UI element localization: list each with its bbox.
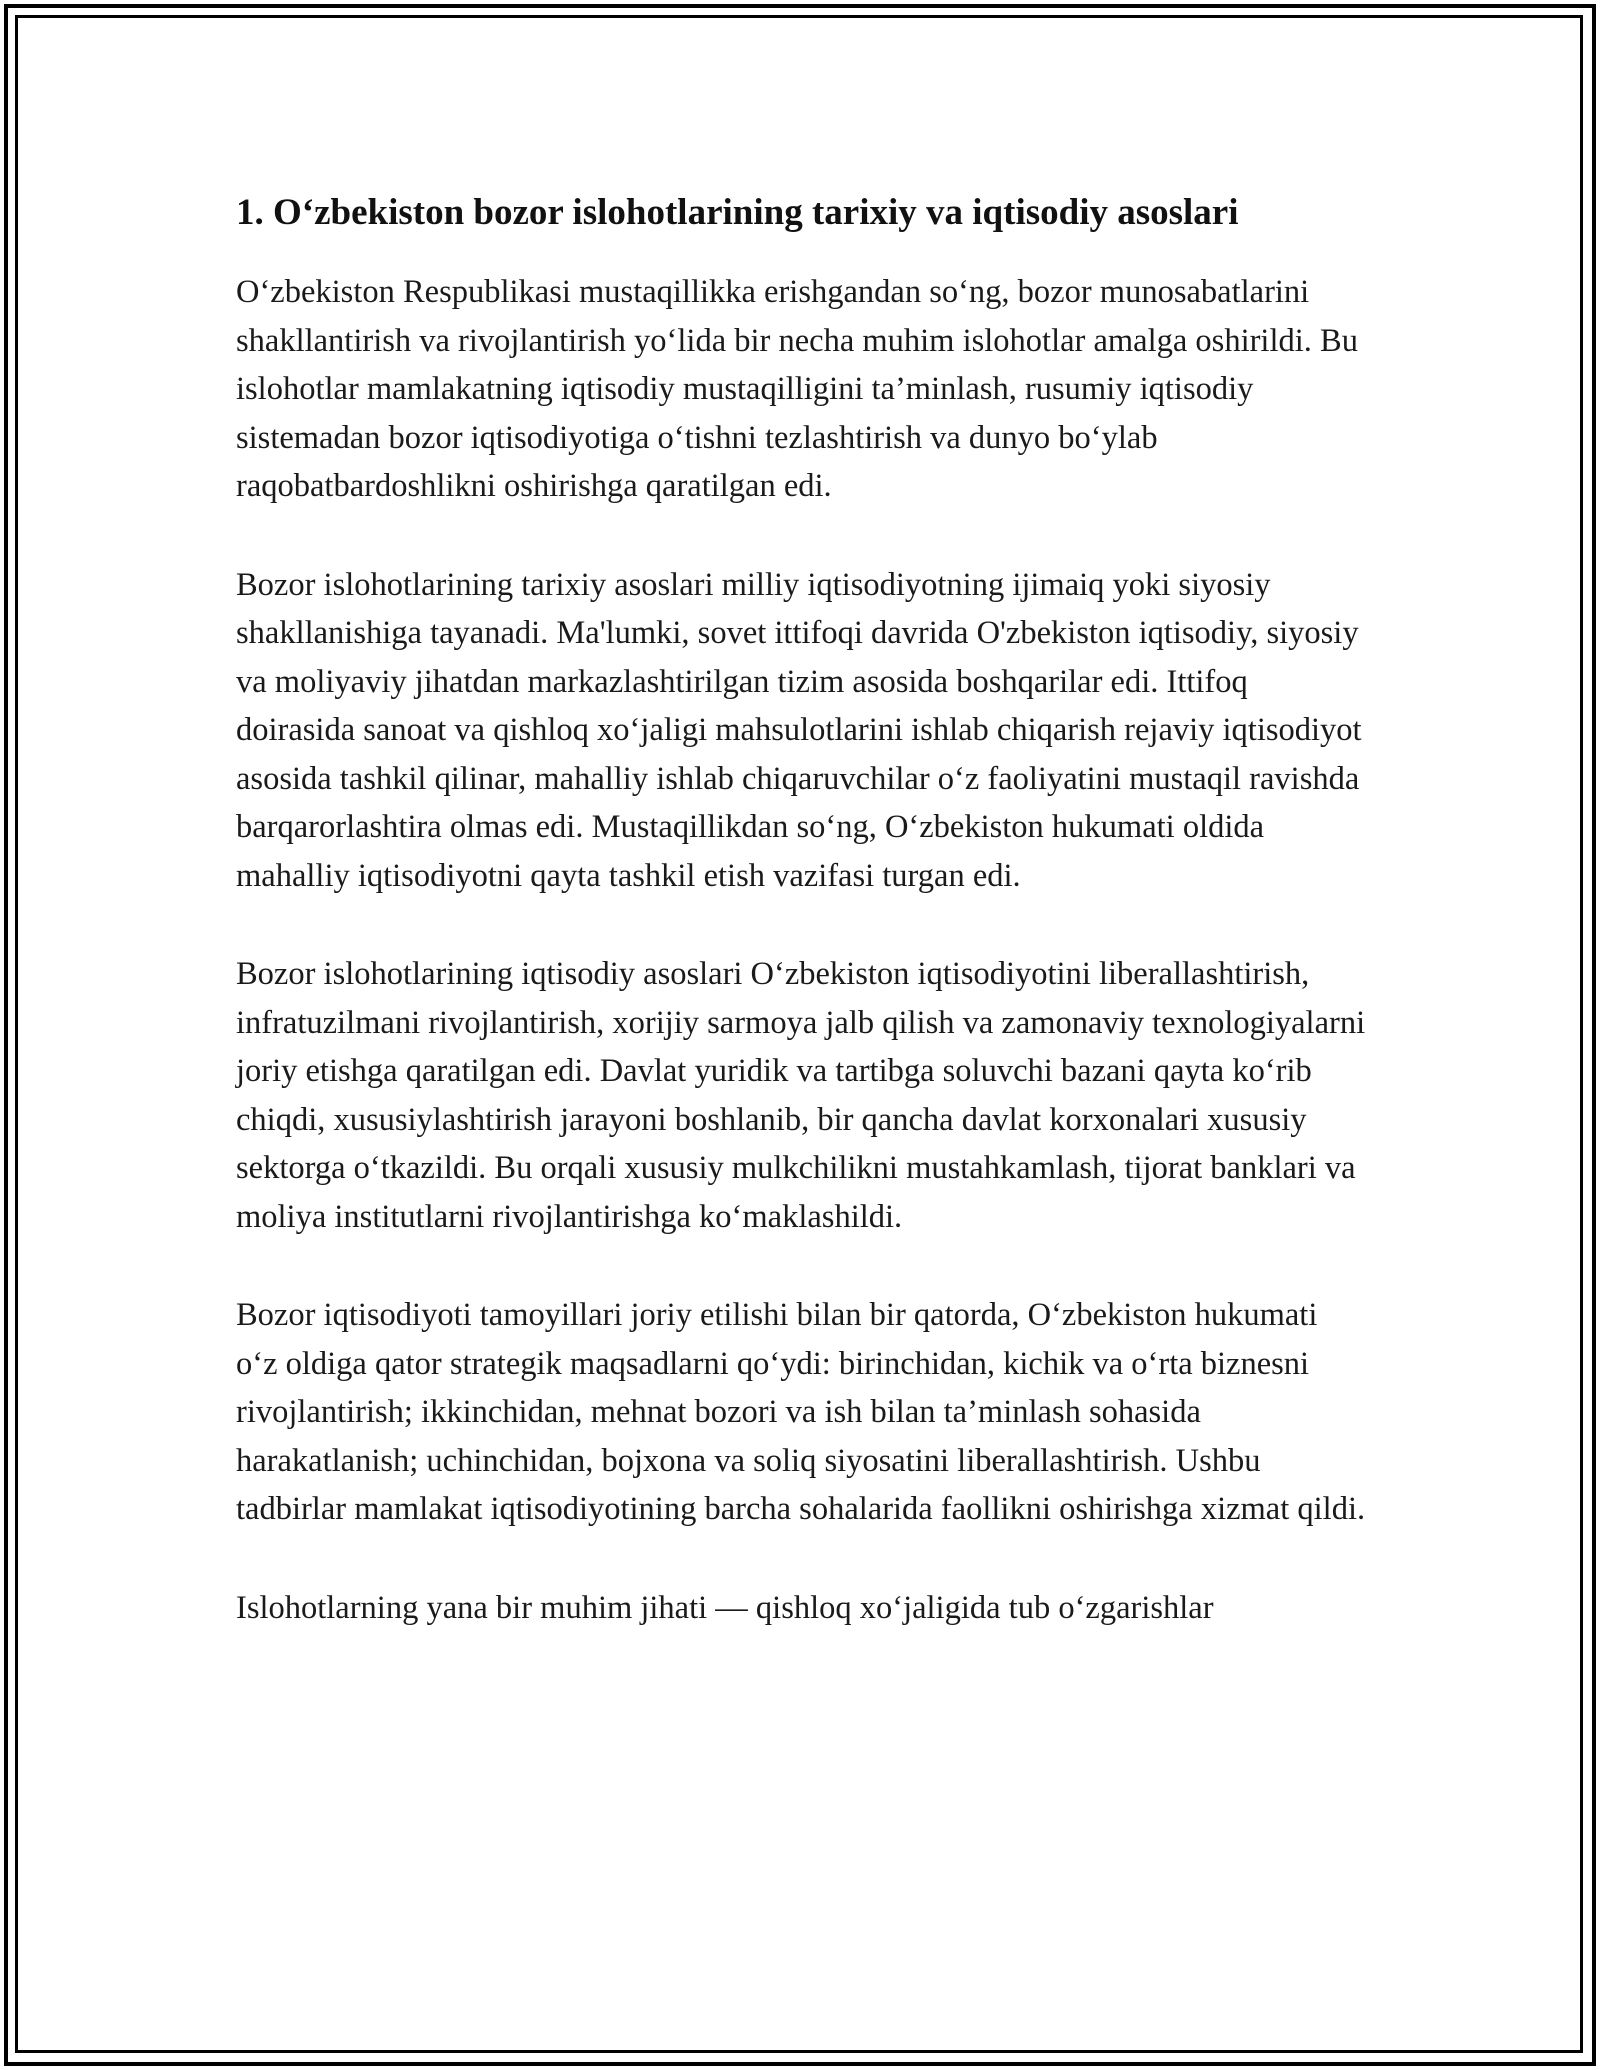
paragraph-3: Bozor islohotlarining iqtisodiy asoslari O‘zbekiston iqtisodiyotini liberallashtirish, infratuzilmani rivojlantirish, xorijiy sarmoya jalb qilish va zamonaviy texnologiyalarni joriy etishga qaratilgan edi. Davlat yuridik va tartibga soluvchi bazani qayta ko‘rib chiqdi, xususiylashtirish jarayoni boshlanib, bir qancha davlat korxonalari xususiy sektorga o‘tkazildi. Bu orqali xususiy mulkchilikni mustahkamlash, tijorat banklari va moliya institutlarni rivojlantirishga ko‘maklashildi. (236, 956, 1366, 1235)
paragraph-4: Bozor iqtisodiyoti tamoyillari joriy etilishi bilan bir qatorda, O‘zbekiston hukumati o‘z oldiga qator strategik maqsadlarni qo‘ydi: birinchidan, kichik va o‘rta biznesni rivojlantirish; ikkinchidan, mehnat bozori va ish bilan ta’minlash sohasida harakatlanish; uchinchidan, bojxona va soliq siyosatini liberallashtirish. Ushbu tadbirlar mamlakat iqtisodiyotining barcha sohalarida faollikni oshirishga xizmat qildi. (236, 1297, 1366, 1527)
paragraph-5: Islohotlarning yana bir muhim jihati — qishloq xo‘jaligida tub o‘zgarishlar (236, 1589, 1214, 1626)
paragraph-1: O‘zbekiston Respublikasi mustaqillikka erishgandan so‘ng, bozor munosabatlarini shakllantirish va rivojlantirish yo‘lida bir necha muhim islohotlar amalga oshirildi. Bu islohotlar mamlakatning iqtisodiy mustaqilligini ta’minlash, rusumiy iqtisodiy sistemadan bozor iqtisodiyotiga o‘tishni tezlashtirish va dunyo bo‘ylab raqobatbardoshlikni oshirishga qaratilgan edi. (236, 274, 1358, 504)
document-body (236, 186, 1366, 1682)
section-heading: 1. O‘zbekiston bozor islohotlarining tarixiy va iqtisodiy asoslari (236, 192, 1239, 233)
paragraph-2: Bozor islohotlarining tarixiy asoslari milliy iqtisodiyotning ijimaiq yoki siyosiy shakllanishiga tayanadi. Ma'lumki, sovet ittifoqi davrida O'zbekiston iqtisodiy, siyosiy va moliyaviy jihatdan markazlashtirilgan tizim asosida boshqarilar edi. Ittifoq doirasida sanoat va qishloq xo‘jaligi mahsulotlarini ishlab chiqarish rejaviy iqtisodiyot asosida tashkil qilinar, mahalliy ishlab chiqaruvchilar o‘z faoliyatini mustaqil ravishda barqarorlashtira olmas edi. Mustaqillikdan so‘ng, O‘zbekiston hukumati oldida mahalliy iqtisodiyotni qayta tashkil etish vazifasi turgan edi. (236, 566, 1362, 894)
